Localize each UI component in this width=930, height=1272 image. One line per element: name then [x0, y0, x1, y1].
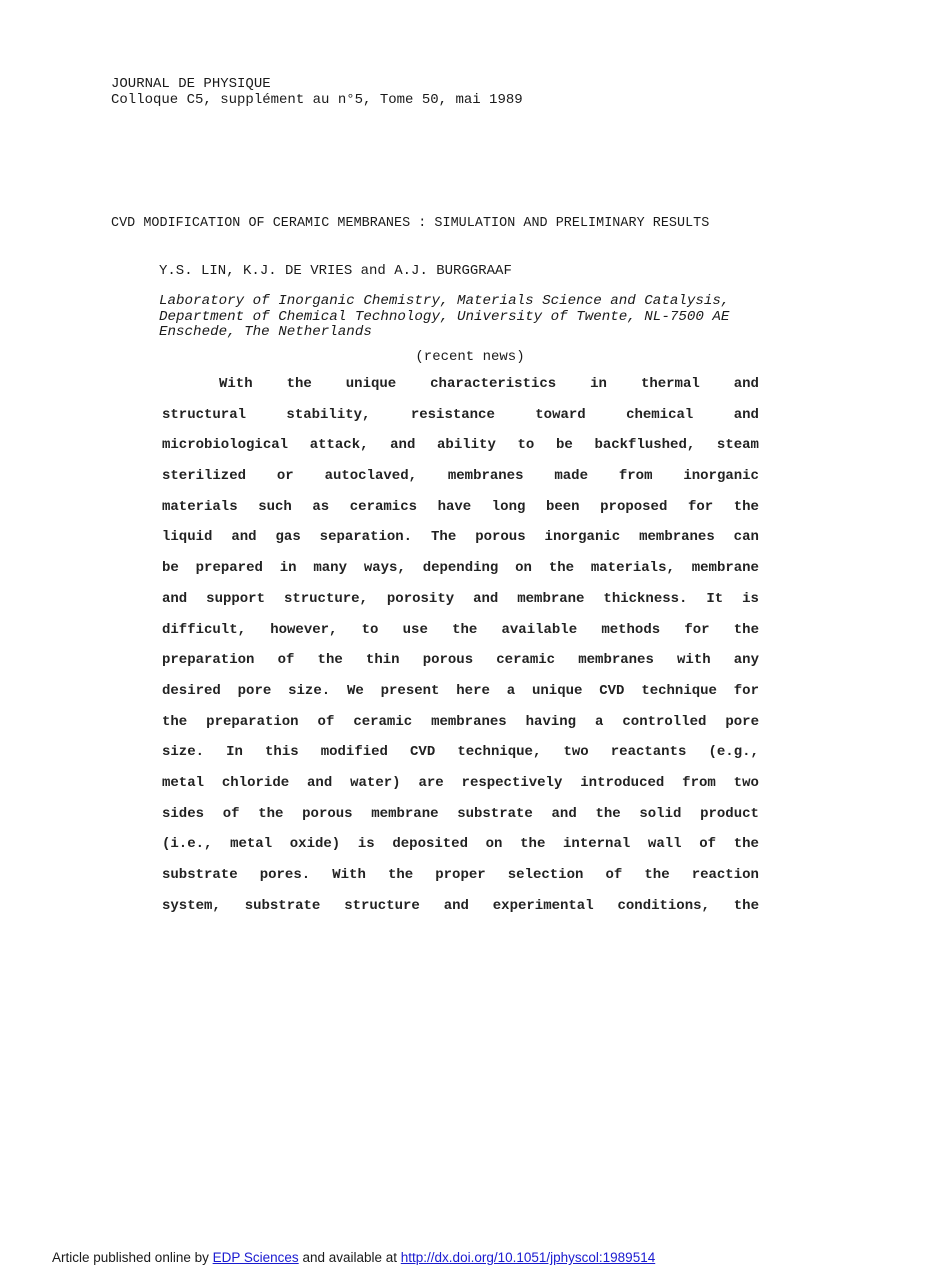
journal-header — [111, 76, 523, 108]
body-line: the preparation of ceramic membranes having a controlled pore — [162, 713, 759, 730]
doi-link[interactable]: http://dx.doi.org/10.1051/jphyscol:1989514 — [400, 1250, 656, 1265]
body-text — [162, 369, 759, 921]
paper-title: CVD MODIFICATION OF CERAMIC MEMBRANES : SIMULATION AND PRELIMINARY RESULTS — [111, 216, 710, 231]
body-line: structural stability, resistance toward chemical and — [162, 406, 759, 423]
body-line: sides of the porous membrane substrate and the solid product — [162, 805, 759, 822]
affiliation — [159, 294, 729, 341]
body-line: size. In this modified CVD technique, two reactants (e.g., — [162, 744, 759, 761]
affiliation-line: Laboratory of Inorganic Chemistry, Materials Science and Catalysis, — [159, 293, 730, 309]
body-line: difficult, however, to use the available methods for the — [162, 621, 759, 638]
body-line: substrate pores. With the proper selection of the reaction — [162, 867, 759, 883]
body-line: and support structure, porosity and membrane thickness. It is — [162, 590, 759, 607]
body-line: (i.e., metal oxide) is deposited on the internal wall of the — [162, 836, 759, 853]
body-line: desired pore size. We present here a unique CVD technique for — [162, 682, 759, 699]
publisher-link[interactable]: EDP Sciences — [212, 1250, 299, 1265]
body-line: liquid and gas separation. The porous inorganic membranes can — [162, 529, 759, 546]
affiliation-line: Enschede, The Netherlands — [159, 324, 372, 340]
footer-middle: and available at — [302, 1250, 398, 1265]
publication-footer — [52, 1250, 655, 1265]
body-line: metal chloride and water) are respectively introduced from two — [162, 774, 759, 791]
body-line: With the unique characteristics in thermal and — [219, 376, 759, 392]
affiliation-line: Department of Chemical Technology, University of Twente, NL-7500 AE — [159, 308, 730, 325]
body-line: materials such as ceramics have long been proposed for the — [162, 498, 759, 515]
body-line: preparation of the thin porous ceramic membranes with any — [162, 652, 759, 669]
body-line: microbiological attack, and ability to be backflushed, steam — [162, 437, 759, 454]
journal-issue: Colloque C5, supplément au n°5, Tome 50, mai 1989 — [111, 92, 523, 108]
body-line: be prepared in many ways, depending on the materials, membrane — [162, 560, 759, 577]
body-line: system, substrate structure and experimental conditions, the — [162, 897, 759, 914]
authors: Y.S. LIN, K.J. DE VRIES and A.J. BURGGRAAF — [159, 263, 512, 279]
footer-prefix: Article published online by — [52, 1250, 209, 1265]
recent-news-note: (recent news) — [415, 349, 525, 365]
body-line: sterilized or autoclaved, membranes made from inorganic — [162, 468, 759, 485]
journal-name: JOURNAL DE PHYSIQUE — [111, 76, 271, 92]
